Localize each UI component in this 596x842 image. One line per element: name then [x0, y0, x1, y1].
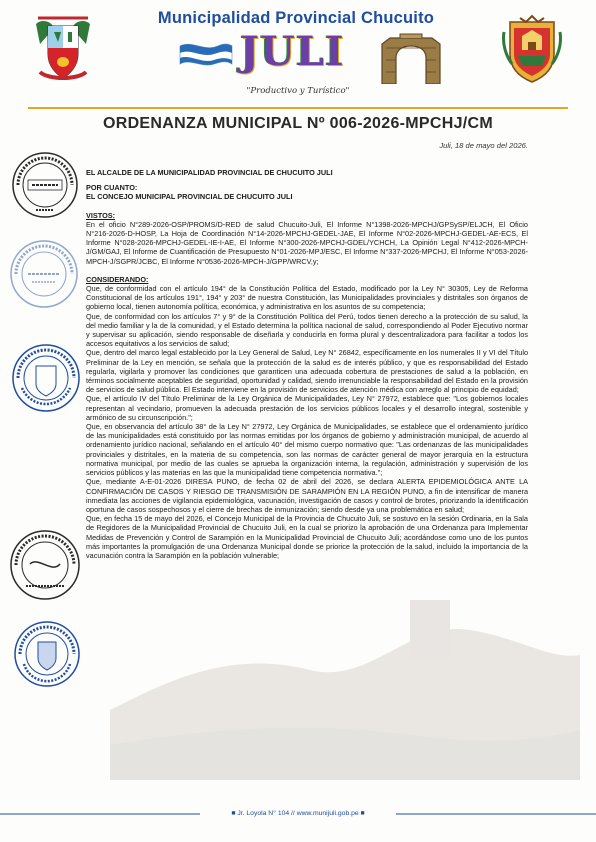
considerando-paragraph: Que, en fecha 15 de mayo del 2026, el Concejo Municipal de la Provincia de Chucuito Juli, se sostuvo en la sesión Ordinaria, en la Sala de Regidores de la Municipalidad Provincial de Chucuito Juli, en la cual se priorizo la aprobación de una Ordenanza para Implementar Medidas de Prevención y Control de Sarampión en la Municipalidad Provincial de Chucuito Juli; acordándose como uno de los puntos más importantes la promulgación de una Ordenanza Municipal donde se priorice la protección de la salud, incluido la importancia de la vacunación contra la Sarampión en la población vulnerable; [86, 514, 528, 560]
considerando-paragraph: Que, dentro del marco legal establecido por la Ley General de Salud, Ley N° 26842, específicamente en los numerales II y VI del Título Preliminar de la Ley en mención, se señala que la protección de la salud es de interés público, y que es responsabilidad del Estado regularla, vigilarla y promover las condiciones que garanticen una adecuada cobertura de prestaciones de salud a la población, en términos socialmente aceptables de seguridad, oportunidad y calidad, siendo irrenunciable la responsabilidad del Estado en la provisión de servicios de salud pública. El Estado interviene en la provisión de servicios de atención médica con arreglo al principio de equidad; [86, 348, 528, 395]
por-cuanto-heading: POR CUANTO: [86, 183, 138, 193]
tagline: "Productivo y Turístico" [246, 86, 350, 96]
considerando-paragraph: Que, mediante A-E-01-2026 DIRESA PUNO, de fecha 02 de abril del 2026, se declara ALERTA EPIDEMIOLÓGICA ANTE LA CONFIRMACIÓN DE CASOS Y RIESGO DE TRANSMISIÓN DE SARAMPIÓN EN LA REGIÓN PUNO, a fin de intensificar de manera inmediata las acciones de vigilancia epidemiológica, vacunación, investigación de casos y control de brotes, priorizando la identificación oportuna de casos sospechosos y el cierre de brechas de inmunización; siendo desde ya una problemática en salud; [86, 477, 528, 514]
background-photo [110, 560, 580, 780]
letterhead [0, 0, 596, 112]
vistos-paragraph: En el oficio N°289-2026-OSP/PROMS/D-RED de salud Chucuito-Juli, El Informe N°1398-2026-MPCHJ/GPSySP/ELJCH, El Oficio N°216-2026-D-HOSP, La Hoja de Coordinación N°14-2026-MPCHJ-GEDEL-JAE, El Informe N°02-2026-MPCHJ-GEDEL-AE-ECS, El Informe N°028-2026-MPCHJ-GEDEL-IE-I-AE, El Informe N°300-2026-MPCHJ-GDEL/YCHCH, La Opinión Legal N°412-2026-MPCH-J/GM/GAJ, El Informe de Cuantificación de Presupuesto N°01-2026-MPJ/ESC, El Informe N°337-2026-MPCHJ, El Informe N°053-2026-MPCH-J/SGPR/JCBC, El Informe N°0536-2026-MPCH-J/GPP/WRCV,y; [86, 219, 528, 266]
brand-logo: JULI [240, 28, 345, 75]
seal-stamp-icon [10, 340, 82, 416]
seal-stamp-icon [8, 238, 80, 310]
vistos-heading: VISTOS: [86, 210, 116, 220]
council-line: EL CONCEJO MUNICIPAL PROVINCIAL DE CHUCUITO JULI [86, 192, 293, 202]
seal-stamp-icon [8, 528, 82, 602]
seal-stamp-icon [12, 618, 82, 692]
municipality-name: Municipalidad Provincial Chucuito [157, 9, 435, 27]
document-date: Juli, 18 de mayo del 2026. [439, 141, 528, 150]
document-title: ORDENANZA MUNICIPAL Nº 006-2026-MPCHJ/CM [102, 115, 494, 132]
considerando-paragraph: Que, de conformidad con los artículos 7° y 9° de la Constitución Política del Perú, todos tienen derecho a la protección de su salud, la del medio familiar y la de la comunidad, y el Estado determina la política nacional de salud, correspondiendo al Poder Ejecutivo normar y supervisar su aplicación, siendo responsable de diseñarla y conducirla en forma plural y descentralizadora para facilitar a todos los accesos equitativos a los servicios de salud; [86, 311, 528, 349]
document-body [86, 160, 528, 560]
flag-icon [178, 40, 234, 68]
footer-address: ■ Jr. Loyola N° 104 // www.munijuli.gob.pe ■ [231, 810, 365, 817]
issuer-line: EL ALCALDE DE LA MUNICIPALIDAD PROVINCIAL DE CHUCUITO JULI [86, 168, 333, 177]
header-divider [28, 107, 568, 109]
national-shield-icon [32, 14, 94, 84]
considerando-paragraph: Que, el artículo IV del Título Preliminar de la Ley Orgánica de Municipalidades, Ley N° 27972, establece que: "Los gobiernos locales representan al vecindario, promueven la adecuada prestación de los servicios públicos locales y el desarrollo integral, sostenible y armónico de su circunscripción."; [86, 394, 528, 422]
considerando-paragraph: Que, de conformidad con el artículo 194° de la Constitución Política del Estado, modificado por la Ley N° 30305, Ley de Reforma Constitucional de los artículos 191°, 194° y 203° de nuestra Constitución, las Municipalidades provinciales y distritales son órganos de gobierno local, tienen autonomía política, económica, y administrativa en los asuntos de su competencia; [86, 284, 528, 312]
stone-arch-icon [376, 30, 446, 84]
provincial-shield-icon [500, 12, 564, 84]
seal-stamp-icon [10, 150, 80, 220]
considerando-heading: CONSIDERANDO: [86, 274, 149, 284]
considerando-paragraph: Que, en observancia del artículo 38° de la Ley N° 27972, Ley Orgánica de Municipalidades, se establece que el ordenamiento jurídico de las municipalidades está constituido por las normas emitidas por los órganos de gobierno y administración municipal, de acuerdo al ordenamiento jurídico nacional, señalando en el artículo 40° del mismo cuerpo normativo que: "Las ordenanzas de las municipalidades provinciales y distritales, en la materia de su competencia, son las normas de carácter general de mayor jerarquía en la estructura normativa municipal, por medio de las cuales se aprueba la organización interna, la regulación, administración y supervisión de los servicios públicos y las materias en las que la municipalidad tiene competencia normativa."; [86, 422, 528, 478]
